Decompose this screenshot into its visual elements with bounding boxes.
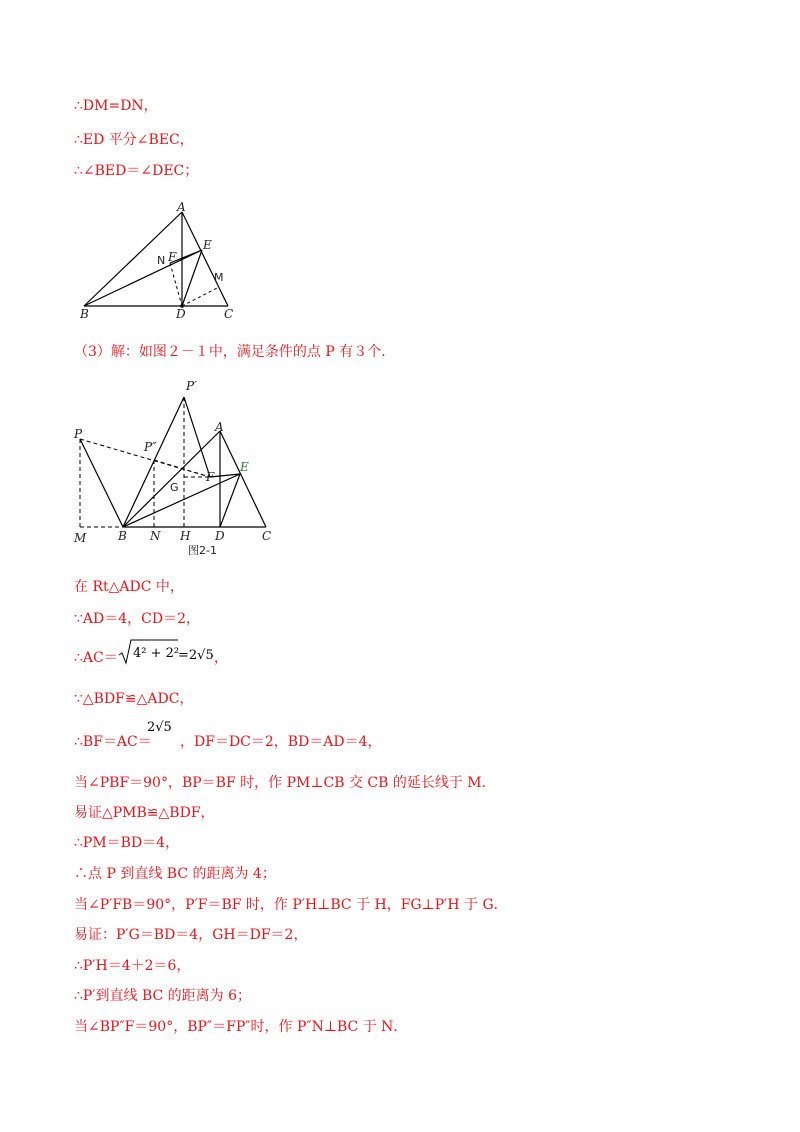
label-a: A — [215, 420, 224, 434]
line-ed-bisects: ∴ED 平分∠BEC， — [74, 132, 194, 148]
label-c: C — [224, 307, 234, 320]
formula-bf-value: 2√5 — [147, 720, 172, 735]
label-e: E — [203, 238, 212, 252]
label-m: M — [214, 271, 224, 284]
line-bf-label: ∴BF＝AC＝ — [74, 734, 152, 750]
formula-ac-sqrt — [118, 637, 218, 667]
line-ac-comma: ， — [214, 650, 228, 666]
line-df-dc: ，DF＝DC＝2，BD＝AD＝4， — [180, 734, 382, 750]
label-m: M — [74, 531, 87, 545]
label-f: F — [168, 250, 177, 264]
label-d: D — [176, 307, 186, 320]
line-dm-dn: ∴DM=DN， — [74, 98, 158, 114]
label-n: N — [150, 529, 161, 543]
figure-1-triangle — [76, 200, 246, 320]
line-distance-6: ∴P′到直线 BC 的距离为 6； — [74, 988, 252, 1004]
formula-radicand: 4² + 2² — [133, 646, 180, 661]
label-p-double-prime: P″ — [144, 440, 157, 454]
label-b: B — [118, 529, 127, 543]
line-ph-6: ∴P′H＝4＋2＝6， — [74, 958, 191, 974]
figure-caption: 图2-1 — [188, 544, 217, 556]
label-g: G — [170, 481, 179, 494]
figure-2-1 — [70, 376, 280, 556]
line-congruent: ∵△BDF≌△ADC， — [74, 691, 194, 707]
label-f: F — [206, 470, 215, 484]
formula-ac-result: =2√5 — [178, 648, 214, 663]
line-case-pfb: 当∠P′FB＝90°，P′F＝BF 时，作 P′H⊥BC 于 H，FG⊥P′H 于 G． — [74, 897, 508, 913]
line-rt-adc: 在 Rt△ADC 中， — [74, 579, 184, 595]
label-p-prime: P′ — [186, 379, 197, 393]
label-d: D — [215, 529, 225, 543]
line-case-pbf: 当∠PBF＝90°，BP＝BF 时，作 PM⊥CB 交 CB 的延长线于 M． — [74, 775, 496, 791]
line-case-bpf: 当∠BP″F＝90°，BP″＝FP″时，作 P″N⊥BC 于 N． — [74, 1019, 408, 1035]
label-c: C — [262, 529, 272, 543]
line-distance-4: ∴点 P 到直线 BC 的距离为 4； — [74, 866, 276, 882]
label-n: N — [157, 254, 166, 267]
line-angle-bed: ∴∠BED＝∠DEC； — [74, 163, 199, 179]
label-e: E — [240, 460, 249, 474]
label-b: B — [80, 307, 89, 320]
line-ad-cd: ∵AD＝4，CD＝2， — [74, 611, 200, 627]
line-easy-prove-2: 易证：P′G＝BD＝4，GH＝DF＝2， — [74, 927, 308, 943]
label-h: H — [180, 529, 191, 543]
line-pm-bd: ∴PM＝BD＝4， — [74, 835, 180, 851]
label-p: P — [74, 427, 83, 441]
line-ac-label: ∴AC＝ — [74, 650, 118, 666]
label-a: A — [177, 200, 186, 214]
line-easy-prove-1: 易证△PMB≌△BDF， — [74, 805, 215, 821]
line-part-3: （3）解：如图２－１中，满足条件的点 P 有３个． — [74, 344, 396, 360]
